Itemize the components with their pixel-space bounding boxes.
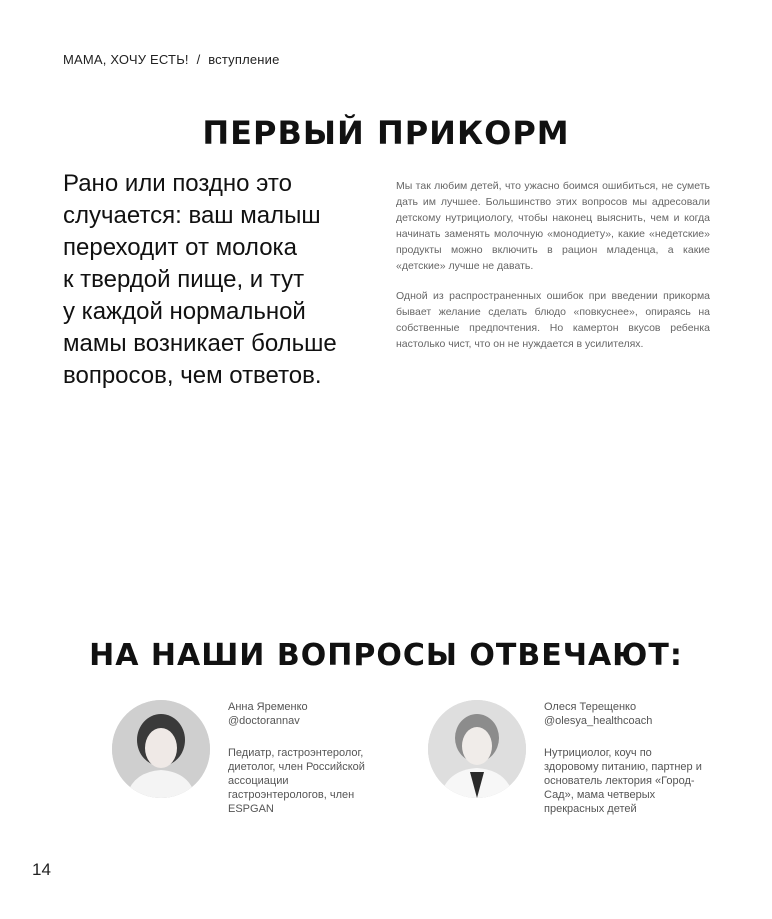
running-head: [63, 52, 280, 67]
expert-bio: Нутрициолог, коуч по здоровому питанию, партнер и основатель лектория «Город-Сад», мама четверых прекрасных детей: [544, 747, 702, 815]
expert-info: [228, 700, 388, 816]
expert-bio: Педиатр, гастроэнтеролог, диетолог, член Российской ассоциации гастроэнтерологов, член ESPGAN: [228, 747, 365, 815]
running-head-separator: /: [196, 52, 201, 67]
running-head-book: МАМА, ХОЧУ ЕСТЬ!: [63, 52, 189, 67]
expert-card: [112, 700, 388, 816]
portrait-image: [428, 700, 526, 798]
lead-line: к твердой пище, и тут: [63, 266, 305, 293]
expert-name: Олеся Терещенко: [544, 701, 637, 713]
lead-line: мамы возникает больше: [63, 330, 337, 357]
expert-info: [544, 700, 704, 816]
running-head-section: вступление: [208, 52, 280, 67]
experts-title: НА НАШИ ВОПРОСЫ ОТВЕЧАЮТ:: [89, 638, 683, 673]
page-number: 14: [32, 860, 51, 879]
lead-line: Рано или поздно это: [63, 170, 292, 197]
expert-card: [428, 700, 704, 816]
expert-photo: [428, 700, 526, 798]
body-paragraph: Одной из распространенных ошибок при введении прикорма бывает желание сделать блюдо «повкуснее», опираясь на собственные предпочтения. Но камертон вкусов ребенка настолько чист, что он не нуждается в усилителях.: [396, 290, 710, 350]
expert-handle: @olesya_healthcoach: [544, 715, 653, 727]
body-paragraph: Мы так любим детей, что ужасно боимся ошибиться, не суметь дать им лучшее. Большинство этих вопросов мы адресовали детскому нутрициологу, чтобы наконец выяснить, чем и когда начинать заменять молочную «монодиету», какие «недетские» продукты можно включить в рацион младенца, а какие «детские» лучше не давать.: [396, 180, 710, 272]
body-text: [396, 178, 710, 366]
lead-line: у каждой нормальной: [63, 298, 306, 325]
expert-handle: @doctorannav: [228, 715, 300, 727]
lead-line: переходит от молока: [63, 234, 297, 261]
lead-line: случается: ваш малыш: [63, 202, 321, 229]
expert-photo: [112, 700, 210, 798]
page-title: ПЕРВЫЙ ПРИКОРМ: [202, 114, 570, 152]
expert-name: Анна Яременко: [228, 701, 308, 713]
lead-line: вопросов, чем ответов.: [63, 362, 322, 389]
portrait-image: [112, 700, 210, 798]
lead-paragraph: [63, 168, 363, 392]
